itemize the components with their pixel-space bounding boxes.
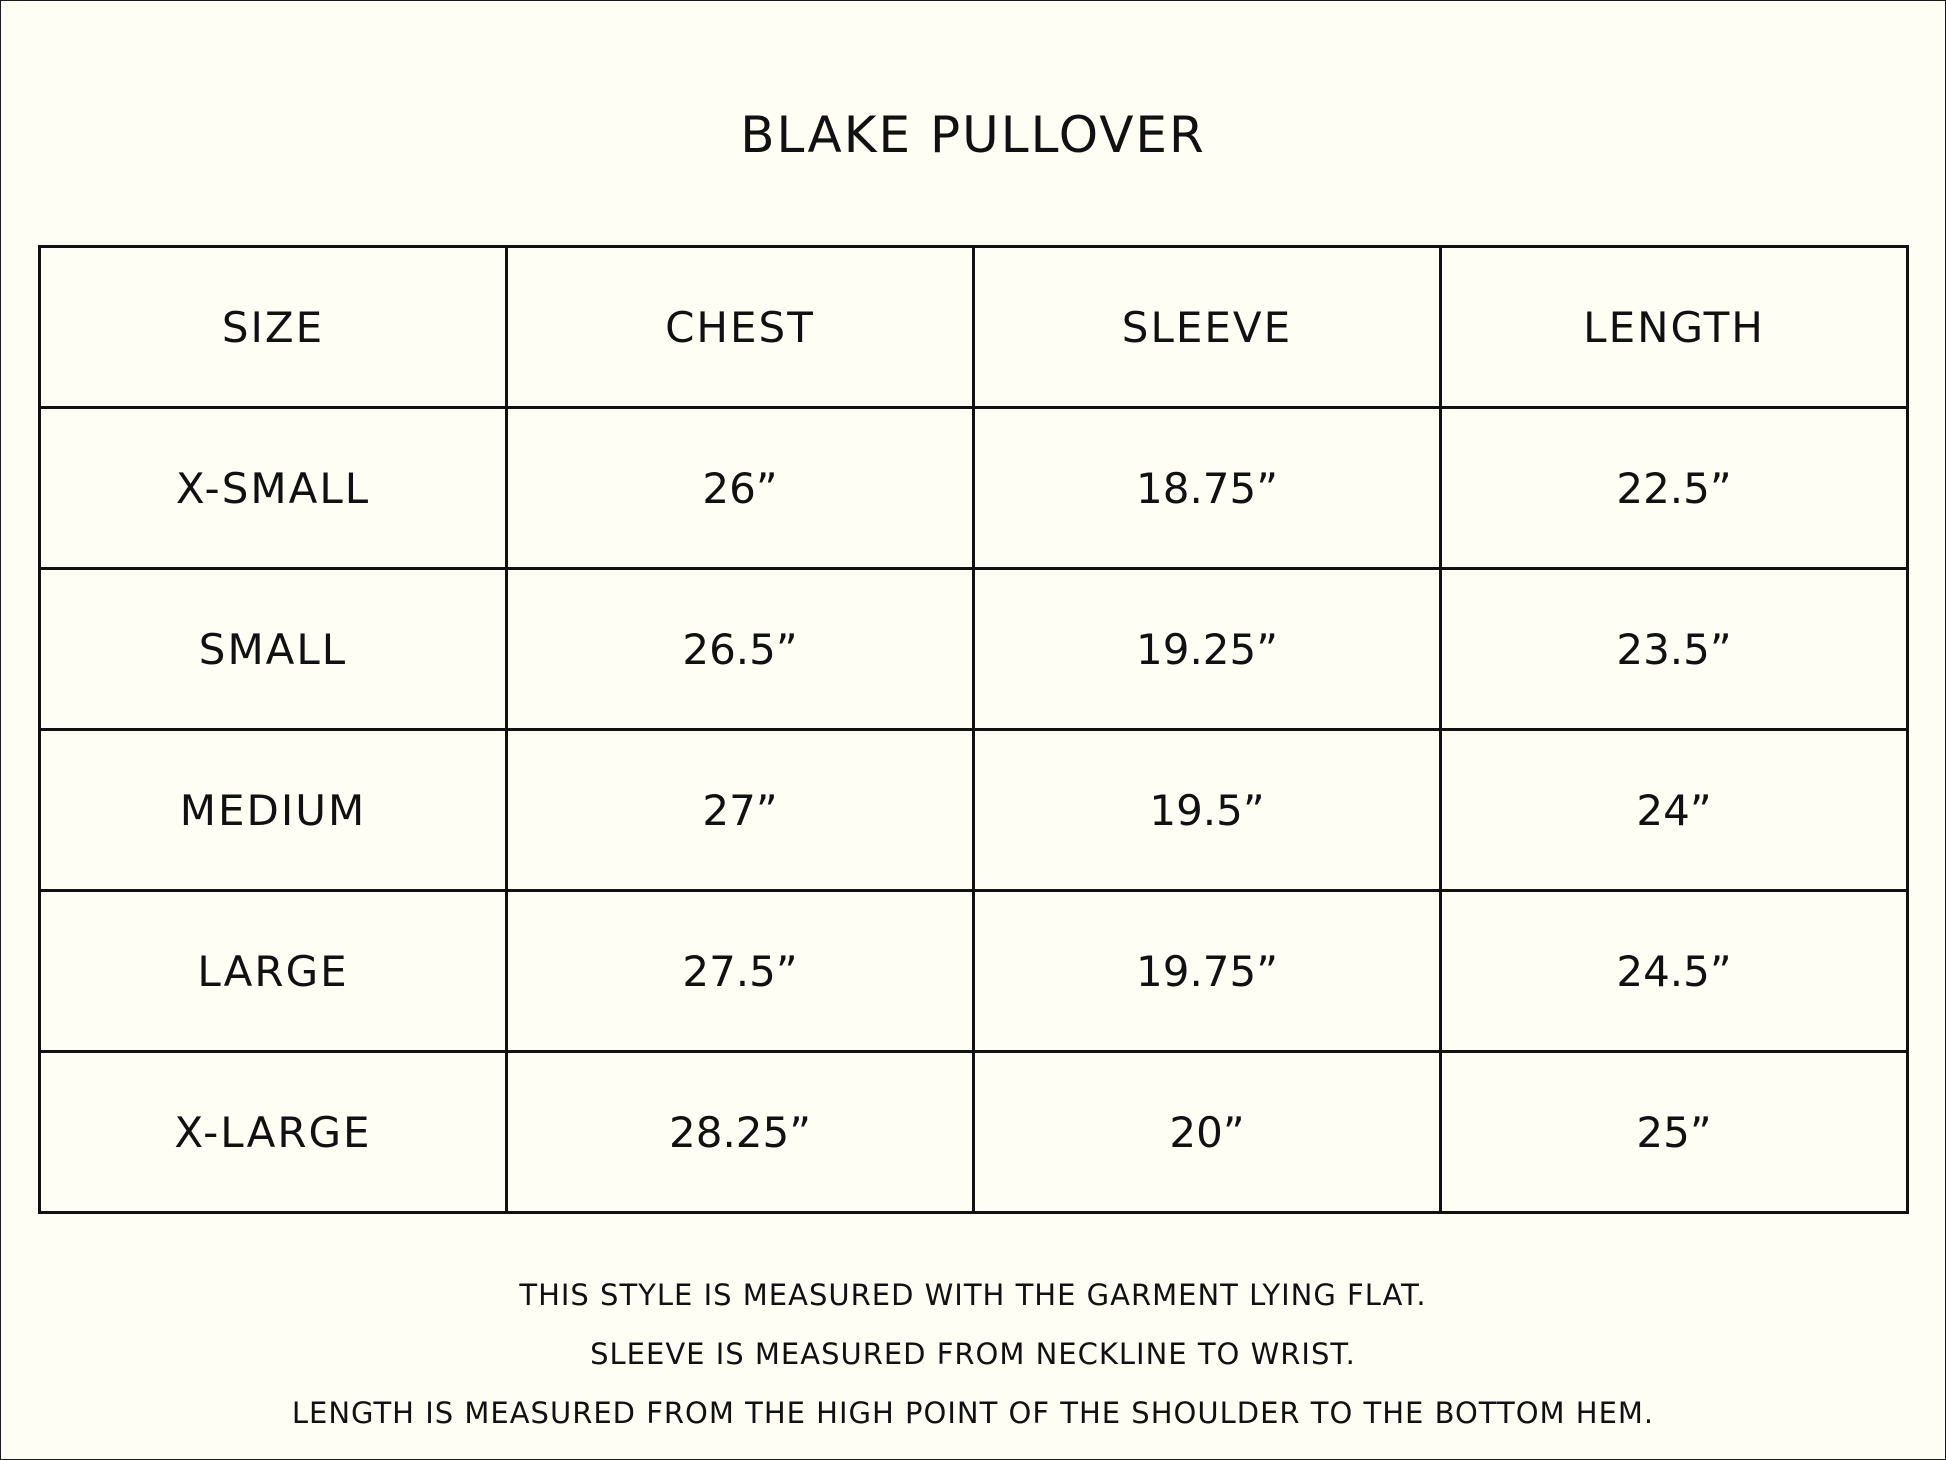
note-sleeve: SLEEVE IS MEASURED FROM NECKLINE TO WRIST. (590, 1337, 1356, 1371)
note-length: LENGTH IS MEASURED FROM THE HIGH POINT OF THE SHOULDER TO THE BOTTOM HEM. (291, 1396, 1655, 1430)
size-cell: MEDIUM (40, 730, 507, 891)
table-header-row (40, 247, 1908, 408)
size-cell: X-LARGE (40, 1052, 507, 1213)
chest-cell: 26.5” (507, 569, 974, 730)
table-row (40, 408, 1908, 569)
chest-cell: 26” (507, 408, 974, 569)
sleeve-cell: 20” (974, 1052, 1441, 1213)
sleeve-cell: 19.5” (974, 730, 1441, 891)
chest-cell: 28.25” (507, 1052, 974, 1213)
length-cell: 24” (1441, 730, 1908, 891)
length-cell: 24.5” (1441, 891, 1908, 1052)
table-row (40, 1052, 1908, 1213)
page-title: BLAKE PULLOVER (740, 106, 1206, 164)
header-size: SIZE (40, 247, 507, 408)
table-row (40, 891, 1908, 1052)
chest-cell: 27” (507, 730, 974, 891)
measurement-notes (1, 1271, 1945, 1448)
sleeve-cell: 18.75” (974, 408, 1441, 569)
header-sleeve: SLEEVE (974, 247, 1441, 408)
size-cell: LARGE (40, 891, 507, 1052)
sleeve-cell: 19.75” (974, 891, 1441, 1052)
size-table (38, 245, 1909, 1214)
chest-cell: 27.5” (507, 891, 974, 1052)
length-cell: 22.5” (1441, 408, 1908, 569)
table-row (40, 569, 1908, 730)
table-row (40, 730, 1908, 891)
size-cell: X-SMALL (40, 408, 507, 569)
header-length: LENGTH (1441, 247, 1908, 408)
sleeve-cell: 19.25” (974, 569, 1441, 730)
length-cell: 25” (1441, 1052, 1908, 1213)
header-chest: CHEST (507, 247, 974, 408)
length-cell: 23.5” (1441, 569, 1908, 730)
note-flat: THIS STYLE IS MEASURED WITH THE GARMENT LYING FLAT. (519, 1278, 1427, 1312)
size-cell: SMALL (40, 569, 507, 730)
